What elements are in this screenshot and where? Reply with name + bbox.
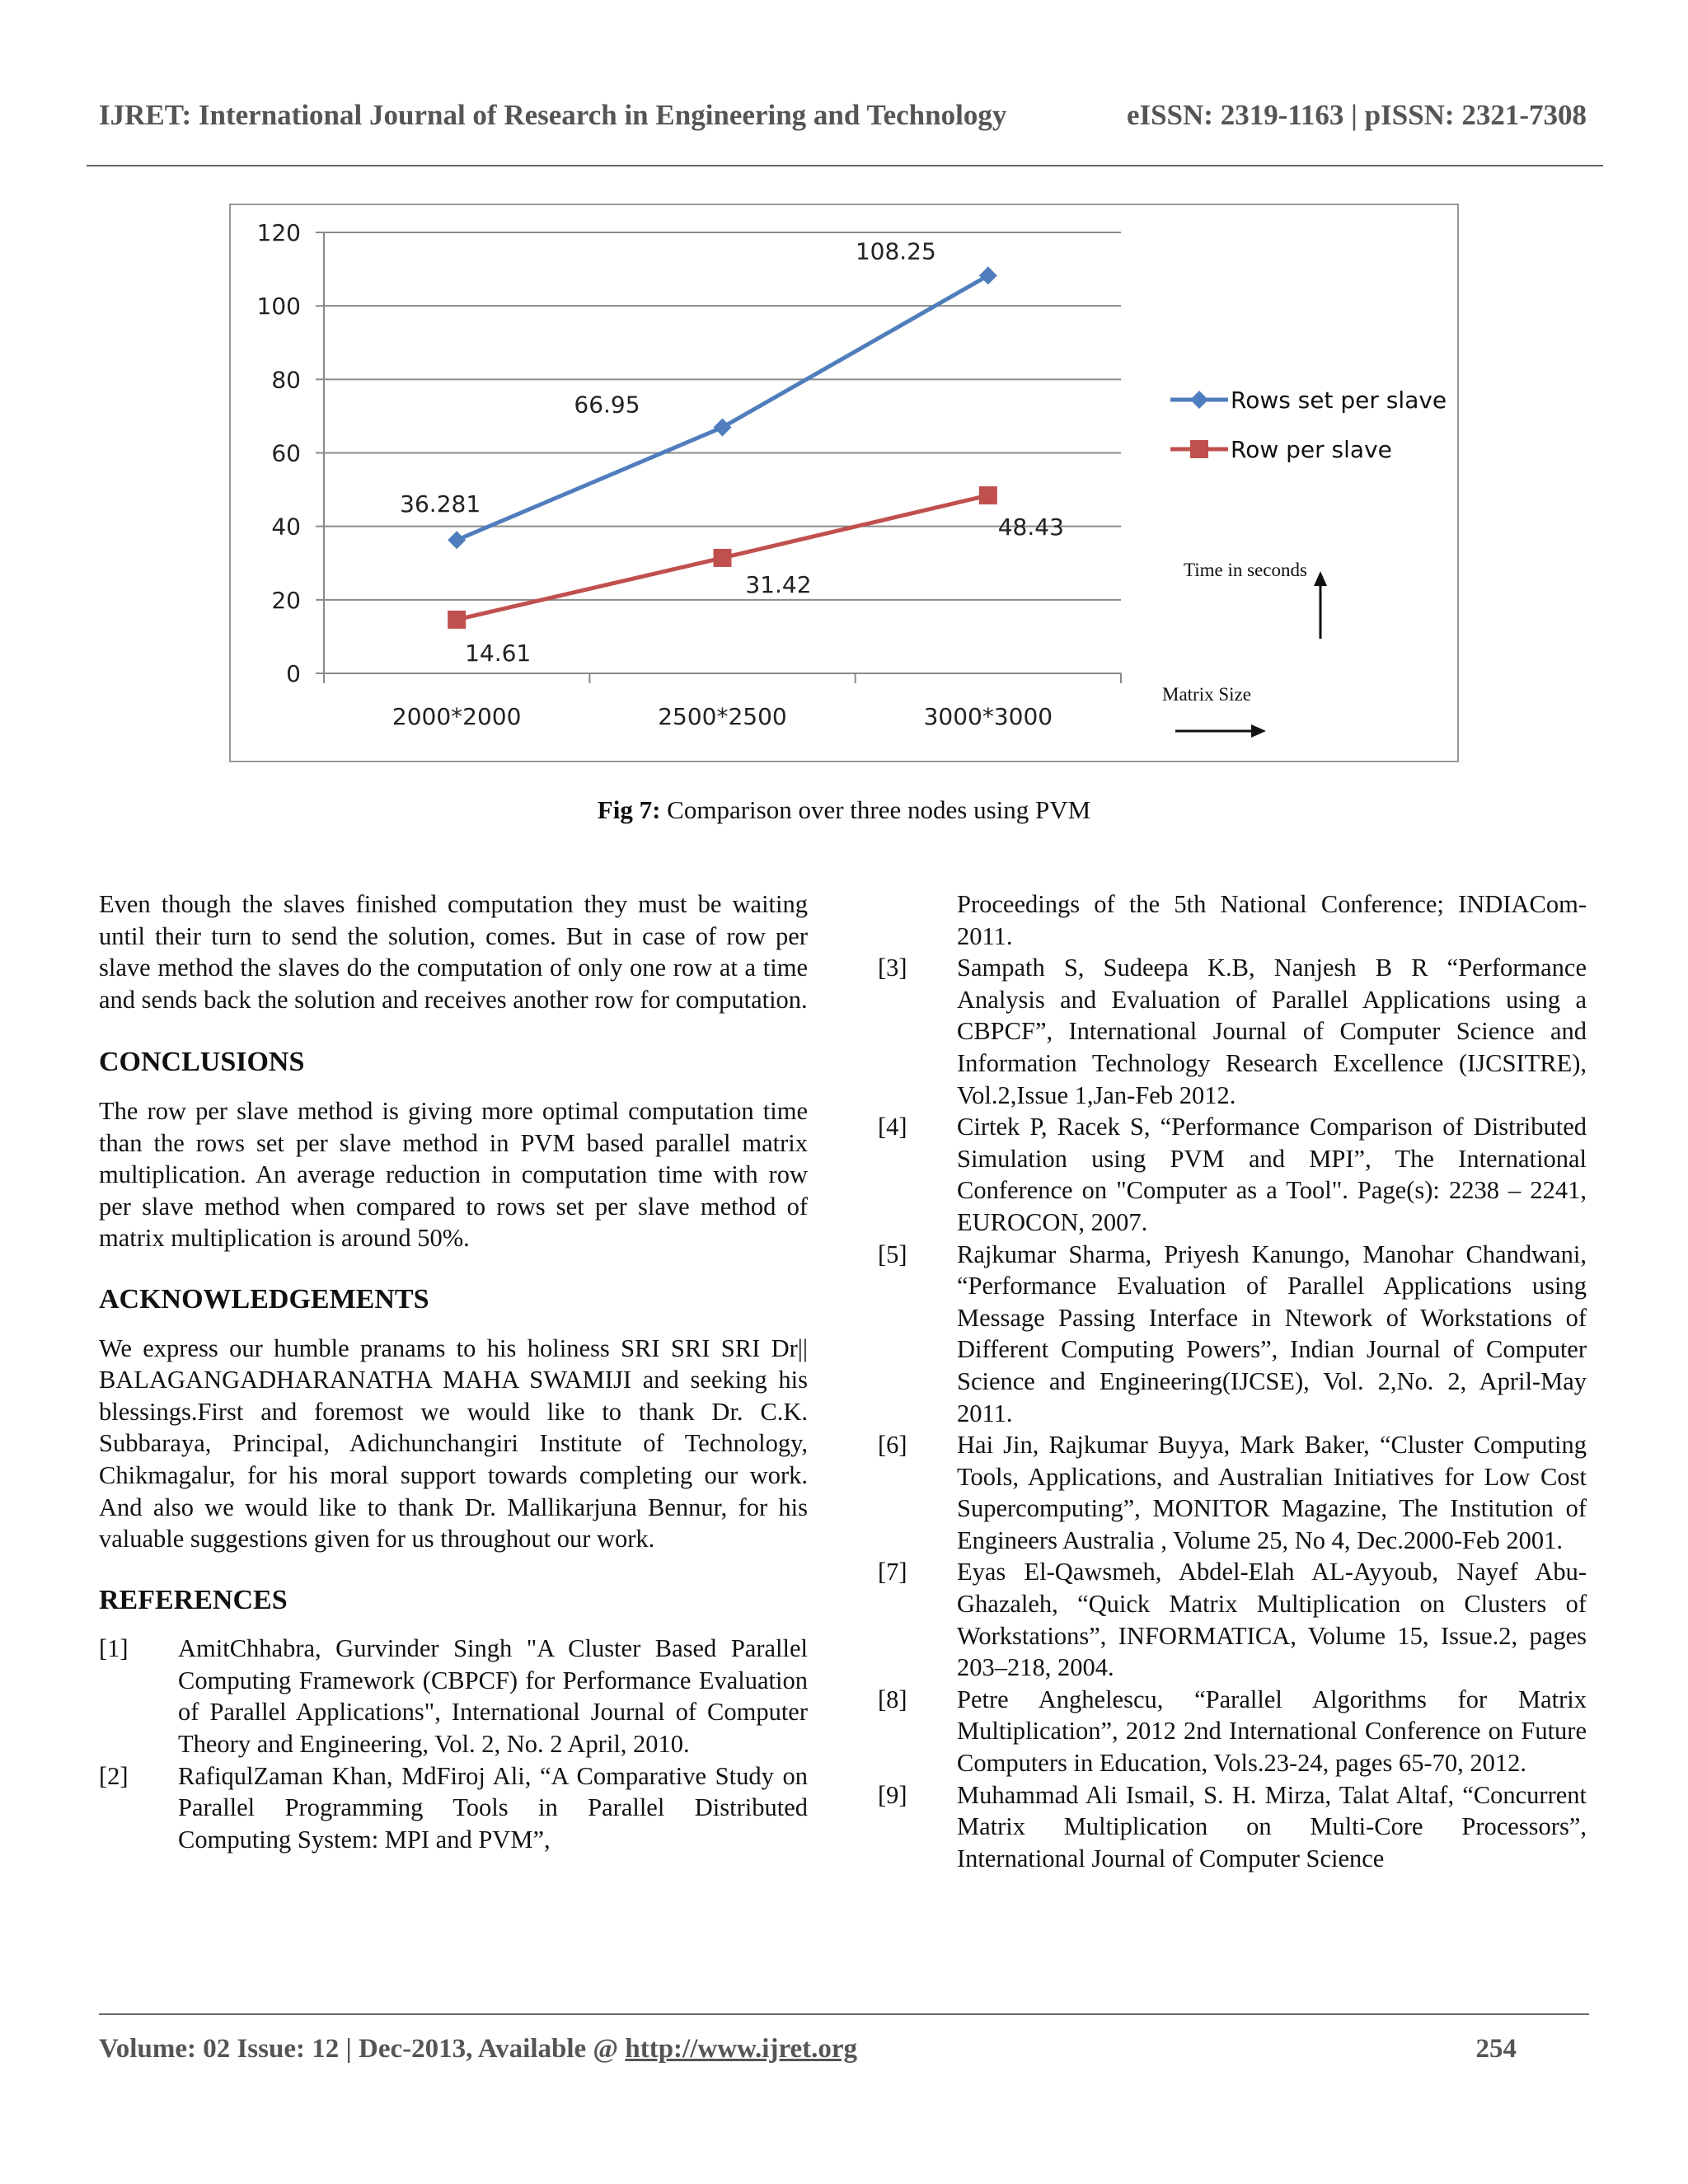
intro-paragraph: Even though the slaves finished computation they must be waiting until their turn to send the solution, comes. But in case of row per slave method the slaves do the computation of only one row at a time and sends back the solution and receives another row for computation. [99, 890, 808, 1014]
data-point [979, 486, 997, 504]
volume-info: Volume: 02 Issue: 12 | Dec-2013, Available @ [99, 2034, 626, 2064]
reference-item [878, 1684, 1587, 1779]
reference-number: [9] [878, 1780, 907, 1809]
reference-number: [7] [878, 1558, 907, 1586]
reference-text: Eyas El-Qawsmeh, Abdel-Elah AL-Ayyoub, Nayef Abu-Ghazaleh, “Quick Matrix Multiplication on Clusters of Workstations”, INFORMATICA, Volume 15, Issue.2, pages 203–218, 2004. [957, 1558, 1587, 1682]
footer-rule [99, 2013, 1589, 2015]
y-tick-label: 20 [271, 586, 301, 614]
running-footer [99, 2034, 1517, 2064]
reference-number: [8] [878, 1685, 907, 1713]
reference-number: [2] [99, 1761, 129, 1790]
reference-item [878, 1556, 1587, 1683]
reference-text: Proceedings of the 5th National Conference; INDIACom-2011. [957, 890, 1587, 950]
reference-item [878, 1111, 1587, 1238]
data-label: 31.42 [745, 570, 812, 598]
reference-number: [3] [878, 954, 907, 982]
x-annotation: Matrix Size [1162, 684, 1251, 705]
conclusions-heading: CONCLUSIONS [99, 1047, 305, 1078]
legend-label: Rows set per slave [1231, 387, 1447, 414]
reference-text: Hai Jin, Rajkumar Buyya, Mark Baker, “Cluster Computing Tools, Applications, and Australian Initiatives for Low Cost Supercomputing”, MONITOR Magazine, The Institution of Engineers Australia , Volume 25, No 4, Dec.2000-Feb 2001. [957, 1431, 1587, 1554]
data-label: 48.43 [997, 513, 1064, 541]
data-label: 66.95 [574, 391, 640, 419]
y-tick-label: 60 [271, 439, 301, 467]
y-tick-label: 0 [286, 660, 301, 687]
running-header [99, 99, 1587, 132]
legend-label: Row per slave [1231, 436, 1392, 463]
caption-text: Comparison over three nodes using PVM [660, 795, 1091, 824]
reference-text: Cirtek P, Racek S, “Performance Comparison of Distributed Simulation using PVM and MPI”, The International Conference on "Computer as a Tool". Page(s): 2238 – 2241, EUROCON, 2007. [957, 1113, 1587, 1236]
figure-caption [0, 795, 1688, 825]
chart-frame [230, 204, 1458, 762]
reference-number: [5] [878, 1240, 907, 1268]
legend-marker [1190, 440, 1208, 458]
data-label: 14.61 [465, 639, 532, 667]
reference-item [878, 952, 1587, 1111]
reference-item [99, 1633, 808, 1760]
journal-link[interactable]: http://www.ijret.org [625, 2034, 858, 2064]
caption-label: Fig 7: [597, 795, 661, 824]
y-annotation: Time in seconds [1184, 560, 1307, 580]
acknowledgements-heading: ACKNOWLEDGEMENTS [99, 1283, 429, 1315]
data-label: 108.25 [855, 237, 936, 265]
y-tick-label: 80 [271, 366, 301, 394]
header-rule [87, 165, 1603, 166]
reference-text: Muhammad Ali Ismail, S. H. Mirza, Talat Altaf, “Concurrent Matrix Multiplication on Multi-Core Processors”, International Journal of Computer Science [957, 1780, 1587, 1872]
issn: eISSN: 2319-1163 | pISSN: 2321-7308 [1126, 99, 1587, 131]
reference-item [878, 1779, 1587, 1875]
page-number: 254 [1475, 2034, 1517, 2064]
reference-text: Petre Anghelescu, “Parallel Algorithms for Matrix Multiplication”, 2012 2nd International Conference on Future Computers in Education, Vols.23-24, pages 65-70, 2012. [957, 1685, 1587, 1778]
acknowledgements-paragraph: We express our humble pranams to his holiness SRI SRI SRI Dr|| BALAGANGADHARANATHA MAHA SWAMIJI and seeking his blessings.First and foremost we would like to thank Dr. C.K. Subbaraya, Principal, Adichunchangiri Institute of Technology, Chikmagalur, for his moral support towards completing our work. And also we would like to thank Dr. Mallikarjuna Bennur, for his valuable suggestions given for us throughout our work. [99, 1333, 808, 1554]
conclusions-paragraph: The row per slave method is giving more optimal computation time than the rows set per slave method in PVM based parallel matrix multiplication. An average reduction in computation time with row per slave method when compared to rows set per slave method of matrix multiplication is around 50%. [99, 1096, 808, 1253]
reference-item [878, 1429, 1587, 1556]
right-column [878, 888, 1587, 1874]
journal-name: IJRET: International Journal of Research in Engineering and Technology [99, 99, 1007, 131]
x-tick-label: 2500*2500 [658, 703, 787, 730]
data-point [714, 549, 732, 567]
left-column [99, 888, 808, 1855]
reference-item [99, 1760, 808, 1856]
reference-number: [6] [878, 1431, 907, 1460]
reference-text: Rajkumar Sharma, Priyesh Kanungo, Manohar Chandwani, “Performance Evaluation of Parallel Applications using Message Passing Interface in Ntework of Workstations of Different Computing Powers”, Indian Journal of Computer Science and Engineering(IJCSE), Vol. 2,No. 2, April-May 2011. [957, 1240, 1587, 1427]
line-chart [229, 204, 1459, 762]
reference-number: [4] [878, 1113, 907, 1141]
x-tick-label: 2000*2000 [392, 703, 522, 730]
y-tick-label: 120 [256, 219, 301, 246]
reference-number: [1] [99, 1634, 129, 1663]
y-tick-label: 100 [256, 293, 301, 321]
y-tick-label: 40 [271, 513, 301, 541]
x-tick-label: 3000*3000 [923, 703, 1053, 730]
references-heading: REFERENCES [99, 1584, 288, 1615]
data-point [448, 611, 466, 629]
data-label: 36.281 [400, 490, 481, 518]
reference-text: AmitChhabra, Gurvinder Singh "A Cluster Based Parallel Computing Framework (CBPCF) for Performance Evaluation of Parallel Applications", International Journal of Computer Theory and Engineering, Vol. 2, No. 2 April, 2010. [178, 1634, 808, 1759]
reference-continuation [878, 888, 1587, 952]
reference-text: RafiqulZaman Khan, MdFiroj Ali, “A Comparative Study on Parallel Programming Tools in Parallel Distributed Computing System: MPI and PVM”, [178, 1761, 808, 1854]
reference-item [878, 1239, 1587, 1430]
reference-text: Sampath S, Sudeepa K.B, Nanjesh B R “Performance Analysis and Evaluation of Parallel Applications using a CBPCF”, International Journal of Computer Science and Information Technology Research Excellence (IJCSITRE), Vol.2,Issue 1,Jan-Feb 2012. [957, 954, 1587, 1109]
